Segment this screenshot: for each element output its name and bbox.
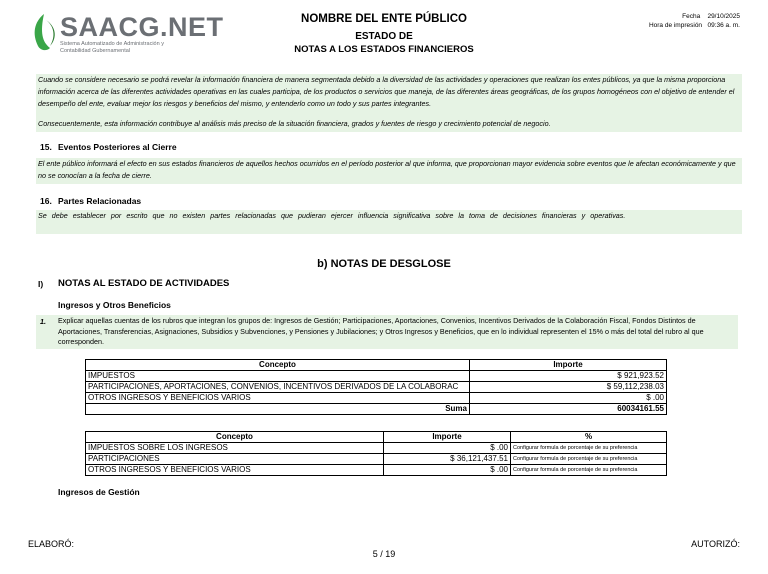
breakdown-subtitle: NOTAS AL ESTADO DE ACTIVIDADES [58, 278, 230, 289]
print-meta [649, 12, 740, 30]
table-row [86, 393, 667, 404]
column-header-amount: Importe [384, 432, 511, 443]
item-1-text: Explicar aquellas cuentas de los rubros que integran los grupos de: Ingresos de Gestión; Participaciones, Aportaciones, Convenios, Incentivos Derivados de la Colaboración Fiscal, Fondos Distintos de Aportaciones, Transferencias, Asignaciones, Subsidios y Subvenciones, y Pensiones y Jubilaciones; y Otros Ingresos y Beneficios, que en lo individual representen el 15% o más del total del rubro al que corresponden. [58, 316, 704, 346]
print-time-value: 09:36 a. m. [707, 22, 740, 29]
print-time-label: Hora de impresión [648, 22, 703, 29]
section-15-text: El ente público informará el efecto en sus estados financieros de aquellos hechos ocurridos en el período posterior al que informa, que proporcionan mayor evidencia sobre eventos que le afectan económicamente y que no se conocían a la fecha de cierre. [36, 158, 742, 184]
prepared-by-label: ELABORÓ: [28, 539, 75, 549]
statement-title: ESTADO DE [355, 31, 413, 42]
section-15-number: 15. [40, 142, 52, 152]
intro-paragraph-2: Consecuentemente, esta información contribuye al análisis más preciso de la situación financiera, grados y fuentes de riesgo y crecimiento potencial de negocio. [38, 119, 551, 128]
saacg-logo-icon [30, 12, 60, 52]
intro-paragraph-1: Cuando se considere necesario se podrá revelar la información financiera de manera segmentada debido a la diversidad de las actividades y operaciones que realizan los entes públicos, ya que la misma proporciona información acerca de las diferentes actividades operativas en las cuales participa, de los productos o servicios que maneja, de las diferentes áreas geográficas, de los grupos homogéneos con el objetivo de entender el desempeño del ente, evaluar mejor los riesgos y beneficios del mismo, y entenderlo como un todo y sus partes integrantes. [38, 75, 735, 108]
logo-name: SAACG.NET [60, 12, 224, 42]
breakdown-roman: I) [38, 279, 44, 289]
notes-title: NOTAS A LOS ESTADOS FINANCIEROS [294, 44, 474, 55]
row-concept: PARTICIPACIONES [86, 454, 384, 465]
row-amount: $ .00 [384, 465, 511, 476]
page-number: 5 / 19 [372, 549, 396, 559]
income-heading: Ingresos y Otros Beneficios [58, 300, 171, 310]
total-label: Suma [86, 404, 470, 415]
date-value: 29/10/2025 [707, 13, 740, 20]
table-header-row [86, 432, 667, 443]
item-1-number: 1. [40, 317, 46, 326]
income-table [85, 359, 667, 415]
table-total-row [86, 404, 667, 415]
table-row [86, 465, 667, 476]
section-16-title: Partes Relacionadas [58, 196, 142, 206]
row-concept: OTROS INGRESOS Y BENEFICIOS VARIOS [86, 465, 384, 476]
column-header-concept: Concepto [86, 432, 384, 443]
row-percent: Configurar formula de porcentaje de su preferencia [511, 443, 667, 454]
table-row [86, 382, 667, 393]
column-header-percent: % [511, 432, 667, 443]
row-concept: PARTICIPACIONES, APORTACIONES, CONVENIOS, INCENTIVOS DERIVADOS DE LA COLABORAC [86, 382, 470, 393]
total-value: 60034161.55 [470, 404, 667, 415]
intro-block [36, 74, 742, 132]
row-amount: $ .00 [384, 443, 511, 454]
management-heading: Ingresos de Gestión [58, 487, 140, 497]
entity-title: NOMBRE DEL ENTE PÚBLICO [301, 13, 467, 25]
breakdown-title: b) NOTAS DE DESGLOSE [317, 258, 451, 270]
table-row [86, 371, 667, 382]
section-16-number: 16. [40, 196, 52, 206]
row-percent: Configurar formula de porcentaje de su preferencia [511, 454, 667, 465]
row-amount: $ 921,923.52 [470, 371, 667, 382]
row-concept: OTROS INGRESOS Y BENEFICIOS VARIOS [86, 393, 470, 404]
date-label: Fecha [682, 13, 701, 20]
table-row [86, 443, 667, 454]
column-header-amount: Importe [470, 360, 667, 371]
section-15-title: Eventos Posteriores al Cierre [58, 142, 177, 152]
row-concept: IMPUESTOS SOBRE LOS INGRESOS [86, 443, 384, 454]
row-concept: IMPUESTOS [86, 371, 470, 382]
income-percent-table [85, 431, 667, 476]
row-percent: Configurar formula de porcentaje de su preferencia [511, 465, 667, 476]
column-header-concept: Concepto [86, 360, 470, 371]
row-amount: $ 59,112,238.03 [470, 382, 667, 393]
table-row [86, 454, 667, 465]
logo-subtitle: Sistema Automatizado de Administración y Contabilidad Gubernamental [60, 41, 164, 54]
table-header-row [86, 360, 667, 371]
section-16-text: Se debe establecer por escrito que no existen partes relacionadas que pudieran ejercer influencia significativa sobre la toma de decisiones financieras y operativas. [36, 210, 742, 234]
authorized-by-label: AUTORIZÓ: [691, 539, 740, 549]
row-amount: $ .00 [470, 393, 667, 404]
row-amount: $ 36,121,437.51 [384, 454, 511, 465]
item-1-block [36, 315, 738, 349]
